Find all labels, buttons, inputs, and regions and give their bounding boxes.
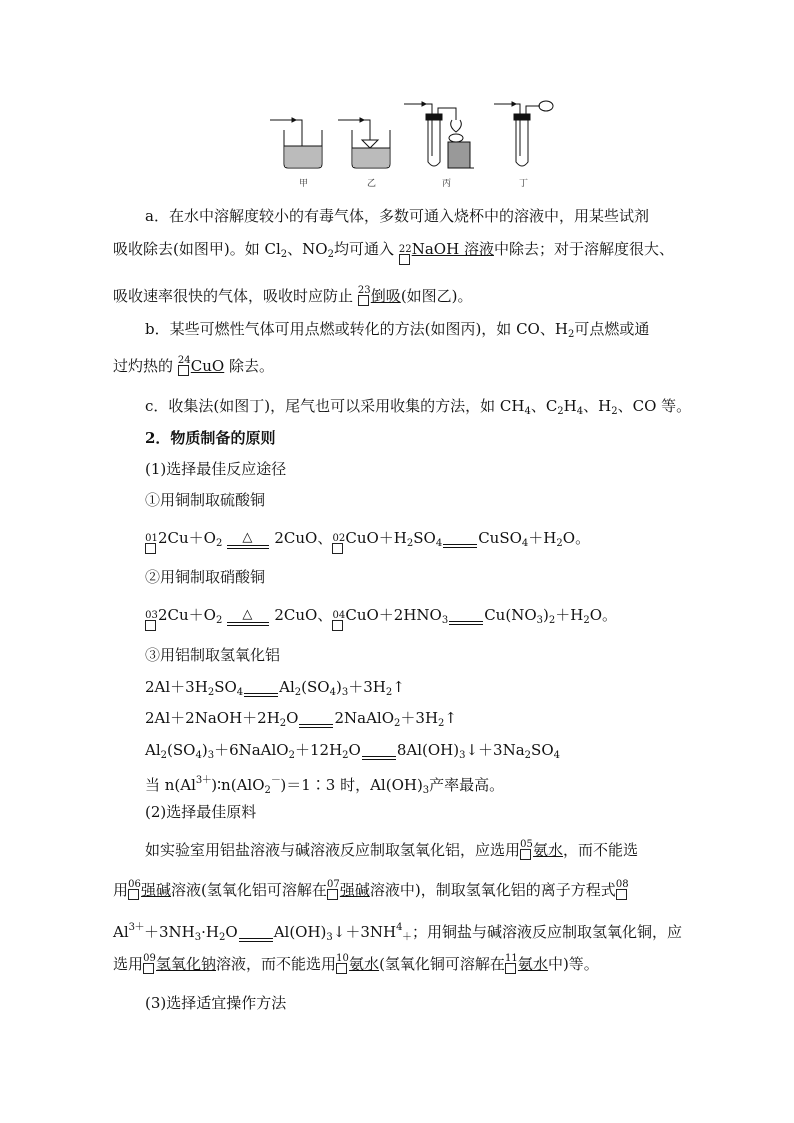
answer-11: 氨水 [517,955,548,973]
checkbox-icon [178,365,189,376]
equation-4: $2Al+2NaOH+2H_2O$ $2NaAlO_2+3H_2↑$ [145,708,457,734]
answer-05: 氨水 [533,841,564,859]
para-b-line1: b．某些可燃性气体可用点燃或转化的方法(如图丙)，如 CO、$H_2$可点燃或通 [145,320,650,340]
section-2-title: 2．物质制备的原则 [145,429,276,447]
apparatus-figure [262,98,562,193]
equals-sign-icon [244,683,278,703]
equals-sign-icon [239,928,273,948]
answer-marker-01: 01 [145,534,158,554]
answer-marker-11: 11 [505,954,518,974]
subsection-3-title: (3)选择适宜操作方法 [145,994,287,1012]
para-b-line2: 过灼热的 24 CuO 除去。 [113,355,275,375]
checkbox-icon [505,963,516,974]
subsection-2-title: (2)选择最佳原料 [145,803,257,821]
equals-sign-icon [299,714,333,734]
answer-09: 氢氧化钠 [156,955,217,973]
checkbox-icon [332,543,343,554]
equation-3: $2Al+3H_2SO_4$ $Al_2(SO_4)_3+3H_2↑$ [145,677,405,703]
equals-sign-icon [443,534,477,554]
checkbox-icon [143,963,154,974]
checkbox-icon [399,254,410,265]
answer-marker-04: 04 [332,611,345,631]
item-3-title: ③用铝制取氢氧化铝 [145,646,281,664]
answer-23: 倒吸 [370,287,401,305]
setup-bing [404,102,474,168]
equation-5: $Al_2(SO_4)_3+6NaAlO_2+12H_2O$ $8Al(OH)_3↓+3Na_2SO_4$ [145,740,560,766]
answer-22: NaOH 溶液 [411,240,494,258]
figure-label-bing: 丙 [442,179,452,189]
answer-marker-08: 08 [616,880,629,900]
answer-marker-06: 06 [128,880,141,900]
para-a-line2: 吸收除去(如图甲)。如 $Cl_2$、$NO_2$均可通入 22 NaOH 溶液中除去；对于溶解度很大、 [113,239,674,265]
checkbox-icon [520,849,531,860]
answer-07: 强碱 [339,881,370,899]
answer-marker-22: 22 [399,245,412,265]
checkbox-icon [128,889,139,900]
checkbox-icon [145,543,156,554]
answer-06: 强碱 [141,881,172,899]
answer-10: 氨水 [349,955,380,973]
checkbox-icon [336,963,347,974]
answer-marker-10: 10 [336,954,349,974]
answer-marker-23: 23 [358,286,371,306]
answer-marker-07: 07 [327,880,340,900]
setup-jia [270,118,322,168]
ratio-statement: 当 $n(Al^{3+})∶n(AlO_2^-)=1∶3$ 时，$Al(OH)_3$产率最高。 [145,775,505,796]
figure-label-jia: 甲 [299,179,309,189]
para2-line1: 如实验室用铝盐溶液与碱溶液反应制取氢氧化铝，应选用 05 氨水，而不能选 [145,839,639,859]
para-c: c．收集法(如图丁)，尾气也可以采用收集的方法，如 $CH_4$、$C_2H_4$、$H_2$、CO 等。 [145,397,692,417]
item-2-title: ②用铜制取硝酸铜 [145,568,266,586]
checkbox-icon [327,889,338,900]
heat-condition-icon: △ [225,611,271,631]
checkbox-icon [358,295,369,306]
figure-label-yi: 乙 [367,179,377,189]
answer-24: CuO [190,357,225,375]
answer-marker-24: 24 [178,356,191,376]
equation-2: 03 $2Cu+O_2$ △ 2CuO、 04 $CuO+2HNO_3$ $Cu(NO_3)_2+H_2O$。 [145,605,617,631]
setup-ding [494,101,553,166]
para2-line2: 用 06 强碱溶液(氢氧化铝可溶解在 07 强碱溶液中)，制取氢氧化铝的离子方程式 08 [113,879,629,899]
answer-marker-03: 03 [145,611,158,631]
subsection-1-title: (1)选择最佳反应途径 [145,460,287,478]
checkbox-icon [145,620,156,631]
answer-marker-02: 02 [332,534,345,554]
equation-1: 01 $2Cu+O_2$ △ 2CuO、 02 $CuO+H_2SO_4$ $CuSO_4+H_2O$。 [145,528,590,554]
figure-label-ding: 丁 [519,179,529,189]
heat-condition-icon: △ [225,534,271,554]
equals-sign-icon [362,746,396,766]
para2-line3: $Al^{3+}+3NH_3\cdot H_2O$ $Al(OH)_3↓+3NH^4_+$；用铜盐与碱溶液反应制取氢氧化铜，应 [113,918,682,948]
checkbox-icon [616,889,627,900]
answer-marker-09: 09 [143,954,156,974]
para-a-line3: 吸收速率很快的气体，吸收时应防止 23 倒吸(如图乙)。 [113,285,473,305]
item-1-title: ①用铜制取硫酸铜 [145,491,266,509]
checkbox-icon [332,620,343,631]
setup-yi [338,118,390,168]
para-a-line1: a．在水中溶解度较小的有毒气体，多数可通入烧杯中的溶液中，用某些试剂 [145,207,649,225]
equals-sign-icon [449,611,483,631]
para2-line4: 选用 09 氢氧化钠溶液，而不能选用 10 氨水(氢氧化铜可溶解在 11 氨水中)等。 [113,953,599,973]
answer-marker-05: 05 [520,840,533,860]
